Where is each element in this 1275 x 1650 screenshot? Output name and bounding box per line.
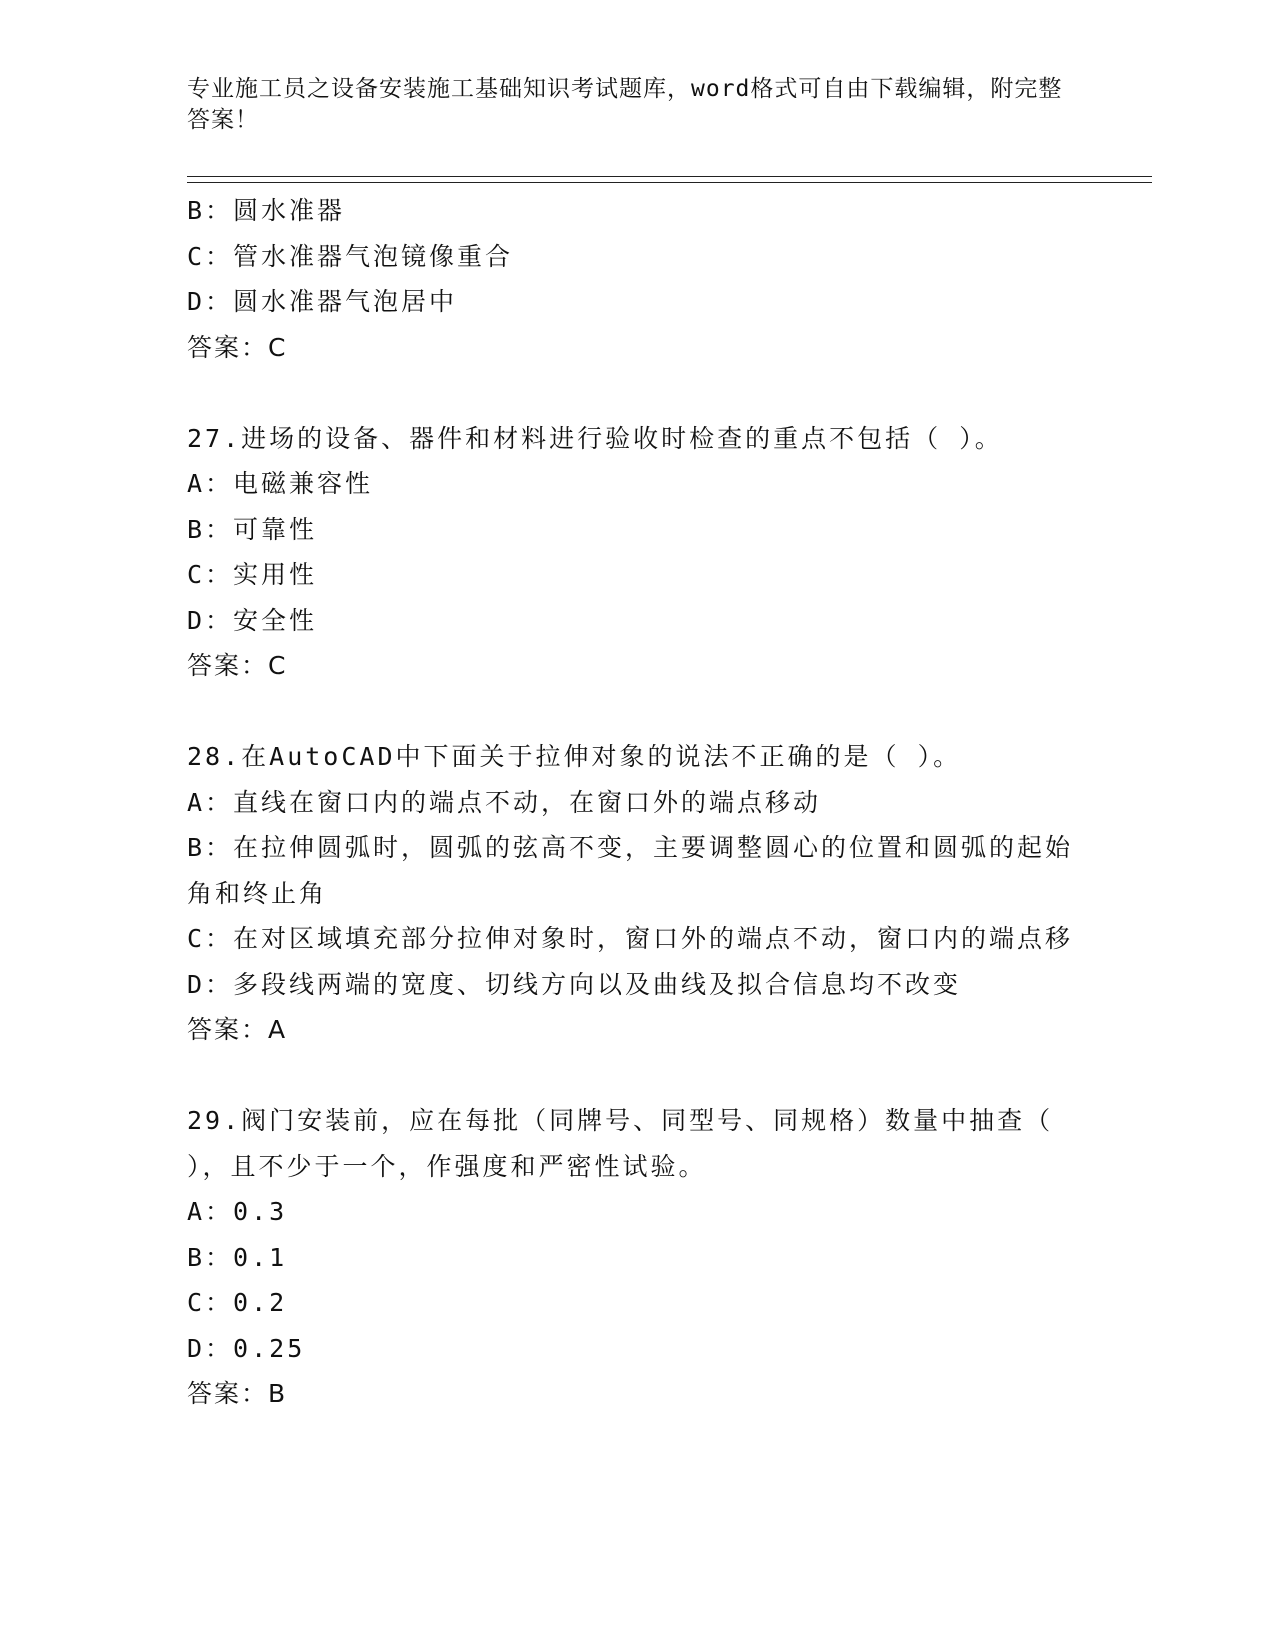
option-d: D：安全性 xyxy=(187,605,318,635)
question-stem: 29.阀门安装前，应在每批（同牌号、同型号、同规格）数量中抽查（ ），且不少于一个，作强度和严密性试验。 xyxy=(187,1106,1054,1181)
option-d: D：圆水准器气泡居中 xyxy=(187,287,458,316)
spacer xyxy=(187,689,1087,735)
answer-text: 答案：C xyxy=(187,651,288,680)
option-b: B：可靠性 xyxy=(187,514,318,544)
option-b: B：圆水准器 xyxy=(187,196,346,225)
answer-text: 答案：A xyxy=(187,1015,288,1044)
header-divider-bottom xyxy=(187,182,1152,183)
option-c: C：在对区域填充部分拉伸对象时，窗口外的端点不动，窗口内的端点移 xyxy=(187,924,1074,953)
option-a: A：直线在窗口内的端点不动，在窗口外的端点移动 xyxy=(187,787,822,817)
answer-text: 答案：B xyxy=(187,1379,288,1408)
spacer xyxy=(187,370,1087,416)
option-c: C：实用性 xyxy=(187,560,318,589)
option-c: C：0.2 xyxy=(187,1288,288,1317)
question-stem: 27.进场的设备、器件和材料进行验收时检查的重点不包括（ ）。 xyxy=(187,423,1003,453)
question-block-26 xyxy=(187,188,1087,370)
answer-text: 答案：C xyxy=(187,332,288,362)
question-block-29 xyxy=(187,1098,1087,1417)
option-d: D：0.25 xyxy=(187,1333,306,1363)
question-block-27 xyxy=(187,416,1087,689)
option-c: C：管水准器气泡镜像重合 xyxy=(187,241,514,271)
question-list xyxy=(187,188,1087,1417)
spacer xyxy=(187,1053,1087,1099)
option-a: A：电磁兼容性 xyxy=(187,469,374,498)
document-header: 专业施工员之设备安装施工基础知识考试题库，word格式可自由下载编辑，附完整答案！ xyxy=(187,76,1063,133)
question-stem: 28.在AutoCAD中下面关于拉伸对象的说法不正确的是（ ）。 xyxy=(187,742,962,771)
option-b: B：在拉伸圆弧时，圆弧的弦高不变，主要调整圆心的位置和圆弧的起始角和终止角 xyxy=(187,833,1074,908)
option-d: D：多段线两端的宽度、切线方向以及曲线及拟合信息均不改变 xyxy=(187,969,962,999)
option-b: B：0.1 xyxy=(187,1242,288,1272)
option-a: A：0.3 xyxy=(187,1197,288,1226)
header-divider-top xyxy=(187,176,1152,177)
question-block-28 xyxy=(187,734,1087,1053)
